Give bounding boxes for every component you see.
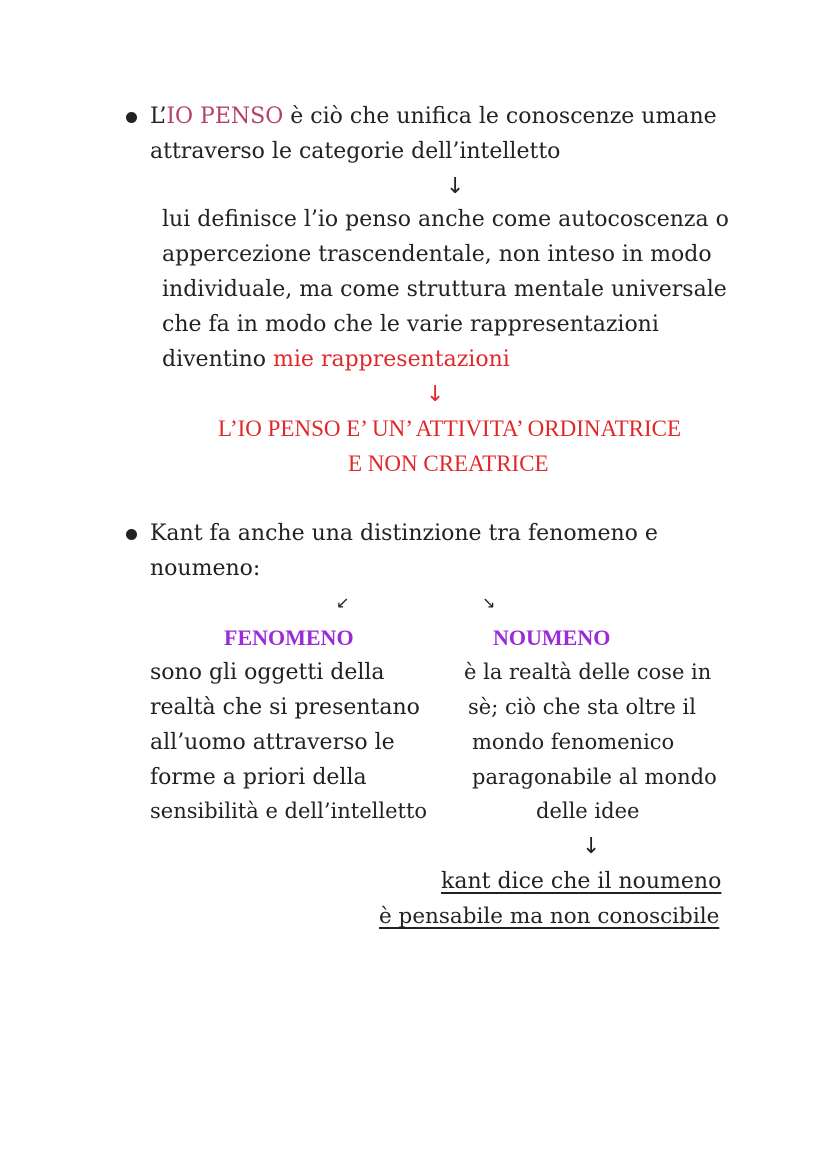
noumeno-line-3: mondo fenomenico <box>472 730 675 754</box>
fenomeno-line-4: forme a priori della <box>150 765 367 790</box>
io-penso-prefix: L’ <box>150 104 167 129</box>
conclusion-line-1: L’IO PENSO E’ UN’ ATTIVITA’ ORDINATRICE <box>218 416 682 441</box>
io-penso-line-2: attraverso le categorie dell’intelletto <box>150 139 561 164</box>
definition-last-prefix: diventino <box>162 347 267 372</box>
down-left-arrow: ↙ <box>336 593 350 612</box>
down-arrow-1: ↓ <box>446 174 465 199</box>
fenomeno-line-3: all’uomo attraverso le <box>150 730 395 755</box>
noumeno-line-4: paragonabile al mondo <box>472 765 717 789</box>
down-arrow-3: ↓ <box>582 834 601 859</box>
io-penso-highlight: IO PENSO <box>166 104 284 129</box>
fenomeno-line-5: sensibilità e dell’intelletto <box>150 799 428 823</box>
distinction-line-2: noumeno: <box>150 556 261 581</box>
bullet-1 <box>126 112 137 123</box>
down-right-arrow: ↘ <box>482 593 496 612</box>
noumeno-conclusion-line-2: è pensabile ma non conoscibile <box>379 904 720 929</box>
noumeno-line-5: delle idee <box>536 799 640 823</box>
noumeno-title: NOUMENO <box>493 625 611 650</box>
distinction-line-1: Kant fa anche una distinzione tra fenomeno e <box>150 521 658 546</box>
noumeno-line-2: sè; ciò che sta oltre il <box>468 695 696 719</box>
down-arrow-2: ↓ <box>426 382 445 407</box>
io-penso-line-1 <box>150 99 717 134</box>
noumeno-line-1: è la realtà delle cose in <box>464 660 712 684</box>
conclusion-line-2: E NON CREATRICE <box>348 451 549 476</box>
bullet-2 <box>126 529 137 540</box>
io-penso-rest: è ciò che unifica le conoscenze umane <box>290 104 717 129</box>
definition-line-5 <box>162 342 510 377</box>
definition-line-3: individuale, ma come struttura mentale universale <box>162 277 727 302</box>
fenomeno-line-2: realtà che si presentano <box>150 695 420 720</box>
definition-line-4: che fa in modo che le varie rappresentazioni <box>162 312 659 337</box>
fenomeno-line-1: sono gli oggetti della <box>150 660 385 685</box>
noumeno-conclusion-line-1: kant dice che il noumeno <box>441 869 722 894</box>
mie-rappresentazioni: mie rappresentazioni <box>273 347 510 372</box>
definition-line-2: appercezione trascendentale, non inteso in modo <box>162 242 712 267</box>
fenomeno-title: FENOMENO <box>224 625 354 650</box>
definition-line-1: lui definisce l’io penso anche come autocoscenza o <box>162 207 729 232</box>
